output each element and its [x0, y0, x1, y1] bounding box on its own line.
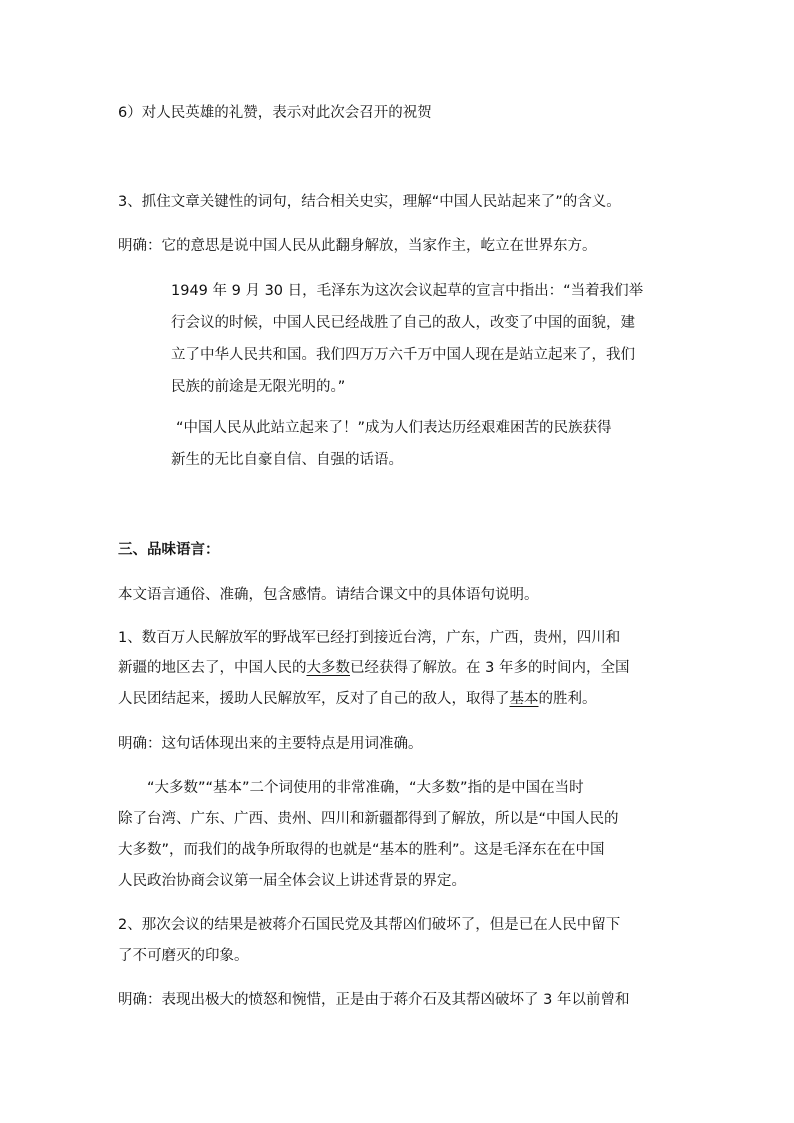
explain-line: 人民政治协商会议第一届全体会议上讲述背景的界定。 [118, 873, 466, 889]
list-item-6: 6）对人民英雄的礼赞，表示对此次会召开的祝贺 [118, 105, 432, 121]
section-heading: 三、品味语言： [118, 542, 220, 558]
example-1-line [118, 659, 629, 677]
answer-example-1: 明确：这句话体现出来的主要特点是用词准确。 [118, 736, 423, 752]
quote-line: 1949 年 9 月 30 日，毛泽东为这次会议起草的宣言中指出：“当着我们举 [171, 283, 644, 299]
quote-line: 民族的前途是无限光明的。” [171, 379, 346, 395]
explain-line: 除了台湾、广东、广西、贵州、四川和新疆都得到了解放，所以是“中国人民的 [118, 811, 619, 827]
section-intro: 本文语言通俗、准确，包含感情。请结合课文中的具体语句说明。 [118, 587, 539, 603]
example-2-line: 2、那次会议的结果是被蒋介石国民党及其帮凶们破坏了，但是已在人民中留下 [118, 917, 621, 933]
slogan-line: “中国人民从此站立起来了！”成为人们表达历经艰难困苦的民族获得 [176, 420, 612, 436]
explain-line: “大多数”“基本”二个词使用的非常准确，“大多数”指的是中国在当时 [147, 780, 584, 796]
example-1-text: 人民团结起来，援助人民解放军，反对了自己的敌人，取得了 [118, 691, 510, 707]
example-1-line [118, 690, 597, 708]
answer-3: 明确：它的意思是说中国人民从此翻身解放，当家作主，屹立在世界东方。 [118, 238, 597, 254]
quote-line: 行会议的时候，中国人民已经战胜了自己的敌人，改变了中国的面貌，建 [171, 315, 635, 331]
example-1-text: 的胜利。 [538, 691, 597, 707]
example-2-line: 了不可磨灭的印象。 [118, 948, 249, 964]
answer-example-2: 明确：表现出极大的愤怒和惋惜，正是由于蒋介石及其帮凶破坏了 3 年以前曾和 [118, 992, 630, 1008]
underlined-word-basic: 基本 [509, 691, 539, 707]
underlined-word-majority: 大多数 [306, 660, 350, 676]
example-1-line: 1、数百万人民解放军的野战军已经打到接近台湾，广东，广西，贵州，四川和 [118, 630, 621, 646]
example-1-text: 已经获得了解放。在 3 年多的时间内，全国 [350, 660, 630, 676]
question-3: 3、抓住文章关键性的词句，结合相关史实，理解“中国人民站起来了”的含义。 [118, 194, 621, 210]
quote-line: 立了中华人民共和国。我们四万万六千万中国人现在是站立起来了，我们 [171, 347, 635, 363]
explain-line: 大多数”，而我们的战争所取得的也就是“基本的胜利”。这是毛泽东在在中国 [118, 842, 605, 858]
slogan-line: 新生的无比自豪自信、自强的话语。 [171, 452, 403, 468]
example-1-text: 新疆的地区去了，中国人民的 [118, 660, 307, 676]
